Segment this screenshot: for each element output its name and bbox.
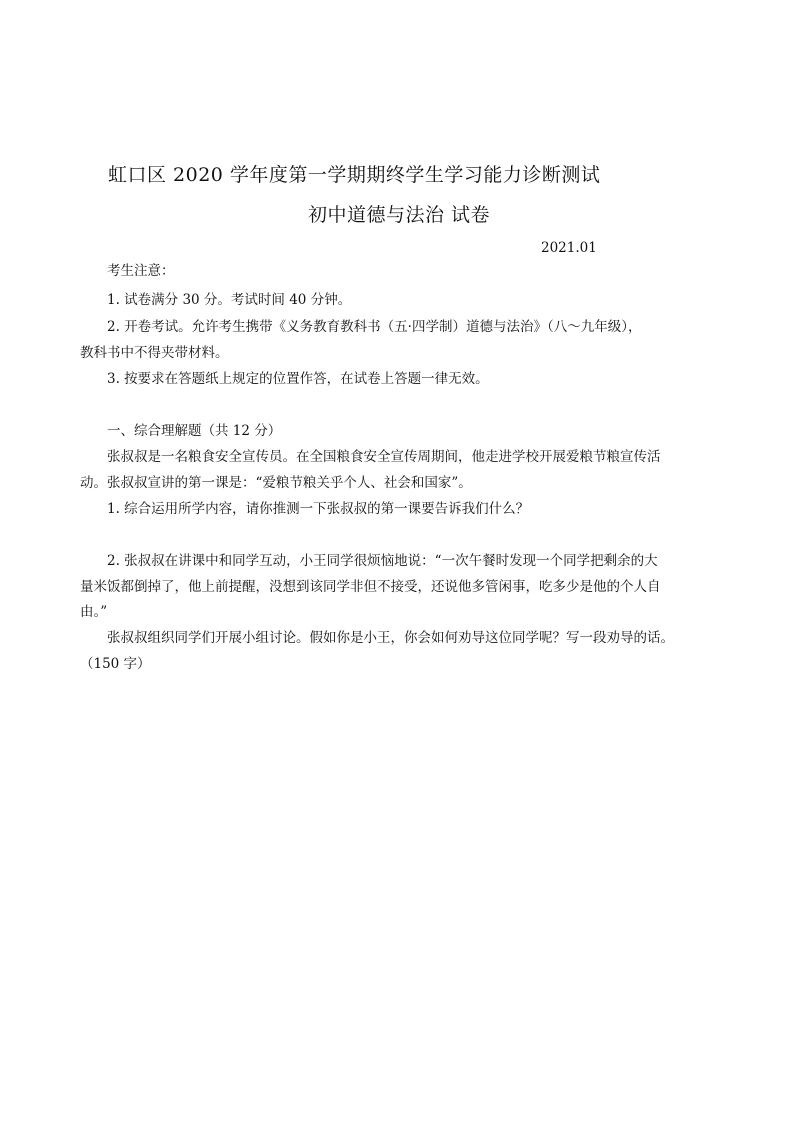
question-2-line-5: （150 字）	[80, 656, 151, 672]
notice-item-3: 3. 按要求在答题纸上规定的位置作答，在试卷上答题一律无效。	[107, 371, 489, 387]
notice-item-2-line-2: 教科书中不得夹带材料。	[80, 345, 229, 361]
exam-title: 虹口区 2020 学年度第一学期期终学生学习能力诊断测试	[108, 164, 601, 186]
notice-item-1: 1. 试卷满分 30 分。考试时间 40 分钟。	[107, 292, 352, 308]
section-1-heading: 一、综合理解题（共 12 分）	[107, 423, 282, 439]
section-1-intro-line-1: 张叔叔是一名粮食安全宣传员。在全国粮食安全宣传周期间，他走进学校开展爱粮节粮宣传活	[107, 449, 661, 465]
notice-item-2-line-1: 2. 开卷考试。允许考生携带《义务教育教科书（五·四学制）道德与法治》（八～九年级），	[107, 319, 642, 335]
exam-date: 2021.01	[541, 240, 597, 256]
notice-heading: 考生注意：	[107, 263, 175, 279]
question-2-line-2: 量米饭都倒掉了，他上前提醒，没想到该同学非但不接受，还说他多管闲事，吃多少是他的个人自	[80, 579, 661, 595]
section-1-intro-line-2: 动。张叔叔宣讲的第一课是：“爱粮节粮关乎个人、社会和国家”。	[80, 475, 472, 491]
exam-subtitle: 初中道德与法治 试卷	[308, 204, 491, 226]
question-2-line-4: 张叔叔组织同学们开展小组讨论。假如你是小王，你会如何劝导这位同学呢？写一段劝导的话。	[107, 630, 674, 646]
question-2-line-1: 2. 张叔叔在讲课中和同学互动，小王同学很烦恼地说：“一次午餐时发现一个同学把剩余的大	[107, 553, 658, 569]
question-2-line-3: 由。”	[80, 604, 108, 620]
question-1: 1. 综合运用所学内容，请你推测一下张叔叔的第一课要告诉我们什么？	[107, 501, 530, 517]
